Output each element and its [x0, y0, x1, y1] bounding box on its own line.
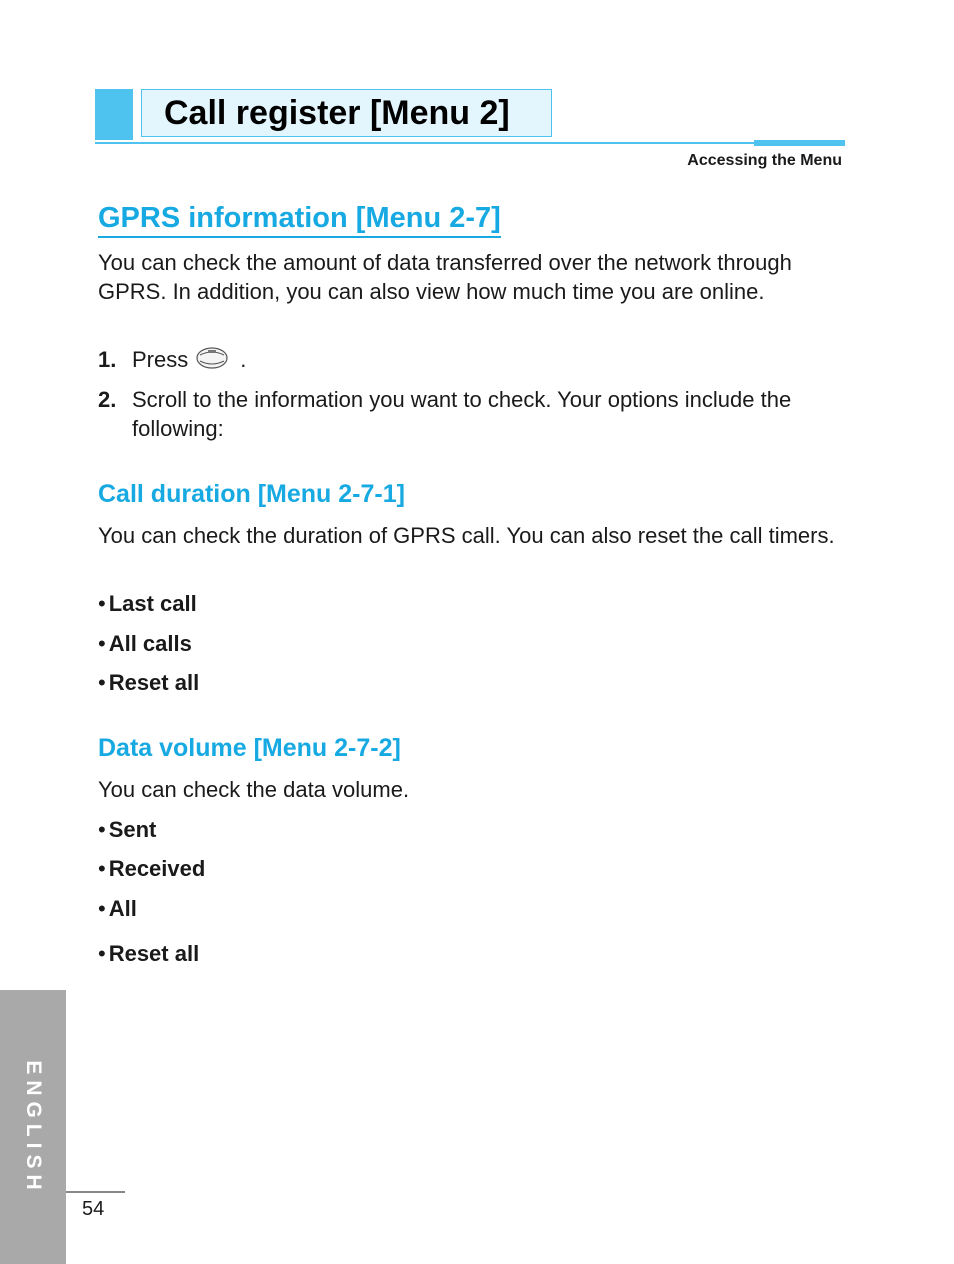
- list-item: • Sent: [98, 817, 157, 842]
- list-item: • Reset all: [98, 941, 200, 966]
- page-number: 54: [82, 1198, 105, 1220]
- list-item: • All: [98, 896, 137, 921]
- language-label: ENGLISH: [22, 1060, 45, 1196]
- step-1: [98, 345, 843, 375]
- list-item: • Received: [98, 856, 206, 881]
- list-item: • Last call: [98, 591, 197, 616]
- page-title: Call register [Menu 2]: [164, 94, 510, 132]
- step-text: Scroll to the information you want to check. Your options include the following:: [132, 387, 792, 441]
- step-text-end: .: [240, 347, 247, 372]
- data-volume-heading: Data volume [Menu 2-7-2]: [98, 734, 401, 762]
- call-duration-heading: Call duration [Menu 2-7-1]: [98, 480, 405, 508]
- section-label: Accessing the Menu: [687, 152, 842, 169]
- list-item: • All calls: [98, 631, 192, 656]
- gprs-intro: You can check the amount of data transferred over the network through GPRS. In addition, you can also view how much time you are online.: [98, 250, 792, 304]
- step-number: 2.: [98, 387, 117, 412]
- step-number: 1.: [98, 347, 117, 372]
- header-divider-accent: [754, 140, 845, 146]
- gprs-heading: GPRS information [Menu 2-7]: [98, 202, 501, 238]
- step-2: [98, 385, 843, 445]
- call-duration-text: You can check the duration of GPRS call. You can also reset the call timers.: [98, 523, 835, 548]
- header-divider: [95, 142, 845, 144]
- step-text: Press: [132, 347, 189, 372]
- data-volume-text: You can check the data volume.: [98, 777, 410, 802]
- list-item: • Reset all: [98, 670, 200, 695]
- page-number-rule: [66, 1191, 125, 1193]
- menu-key-icon: [194, 346, 230, 377]
- header-accent-square: [95, 89, 133, 140]
